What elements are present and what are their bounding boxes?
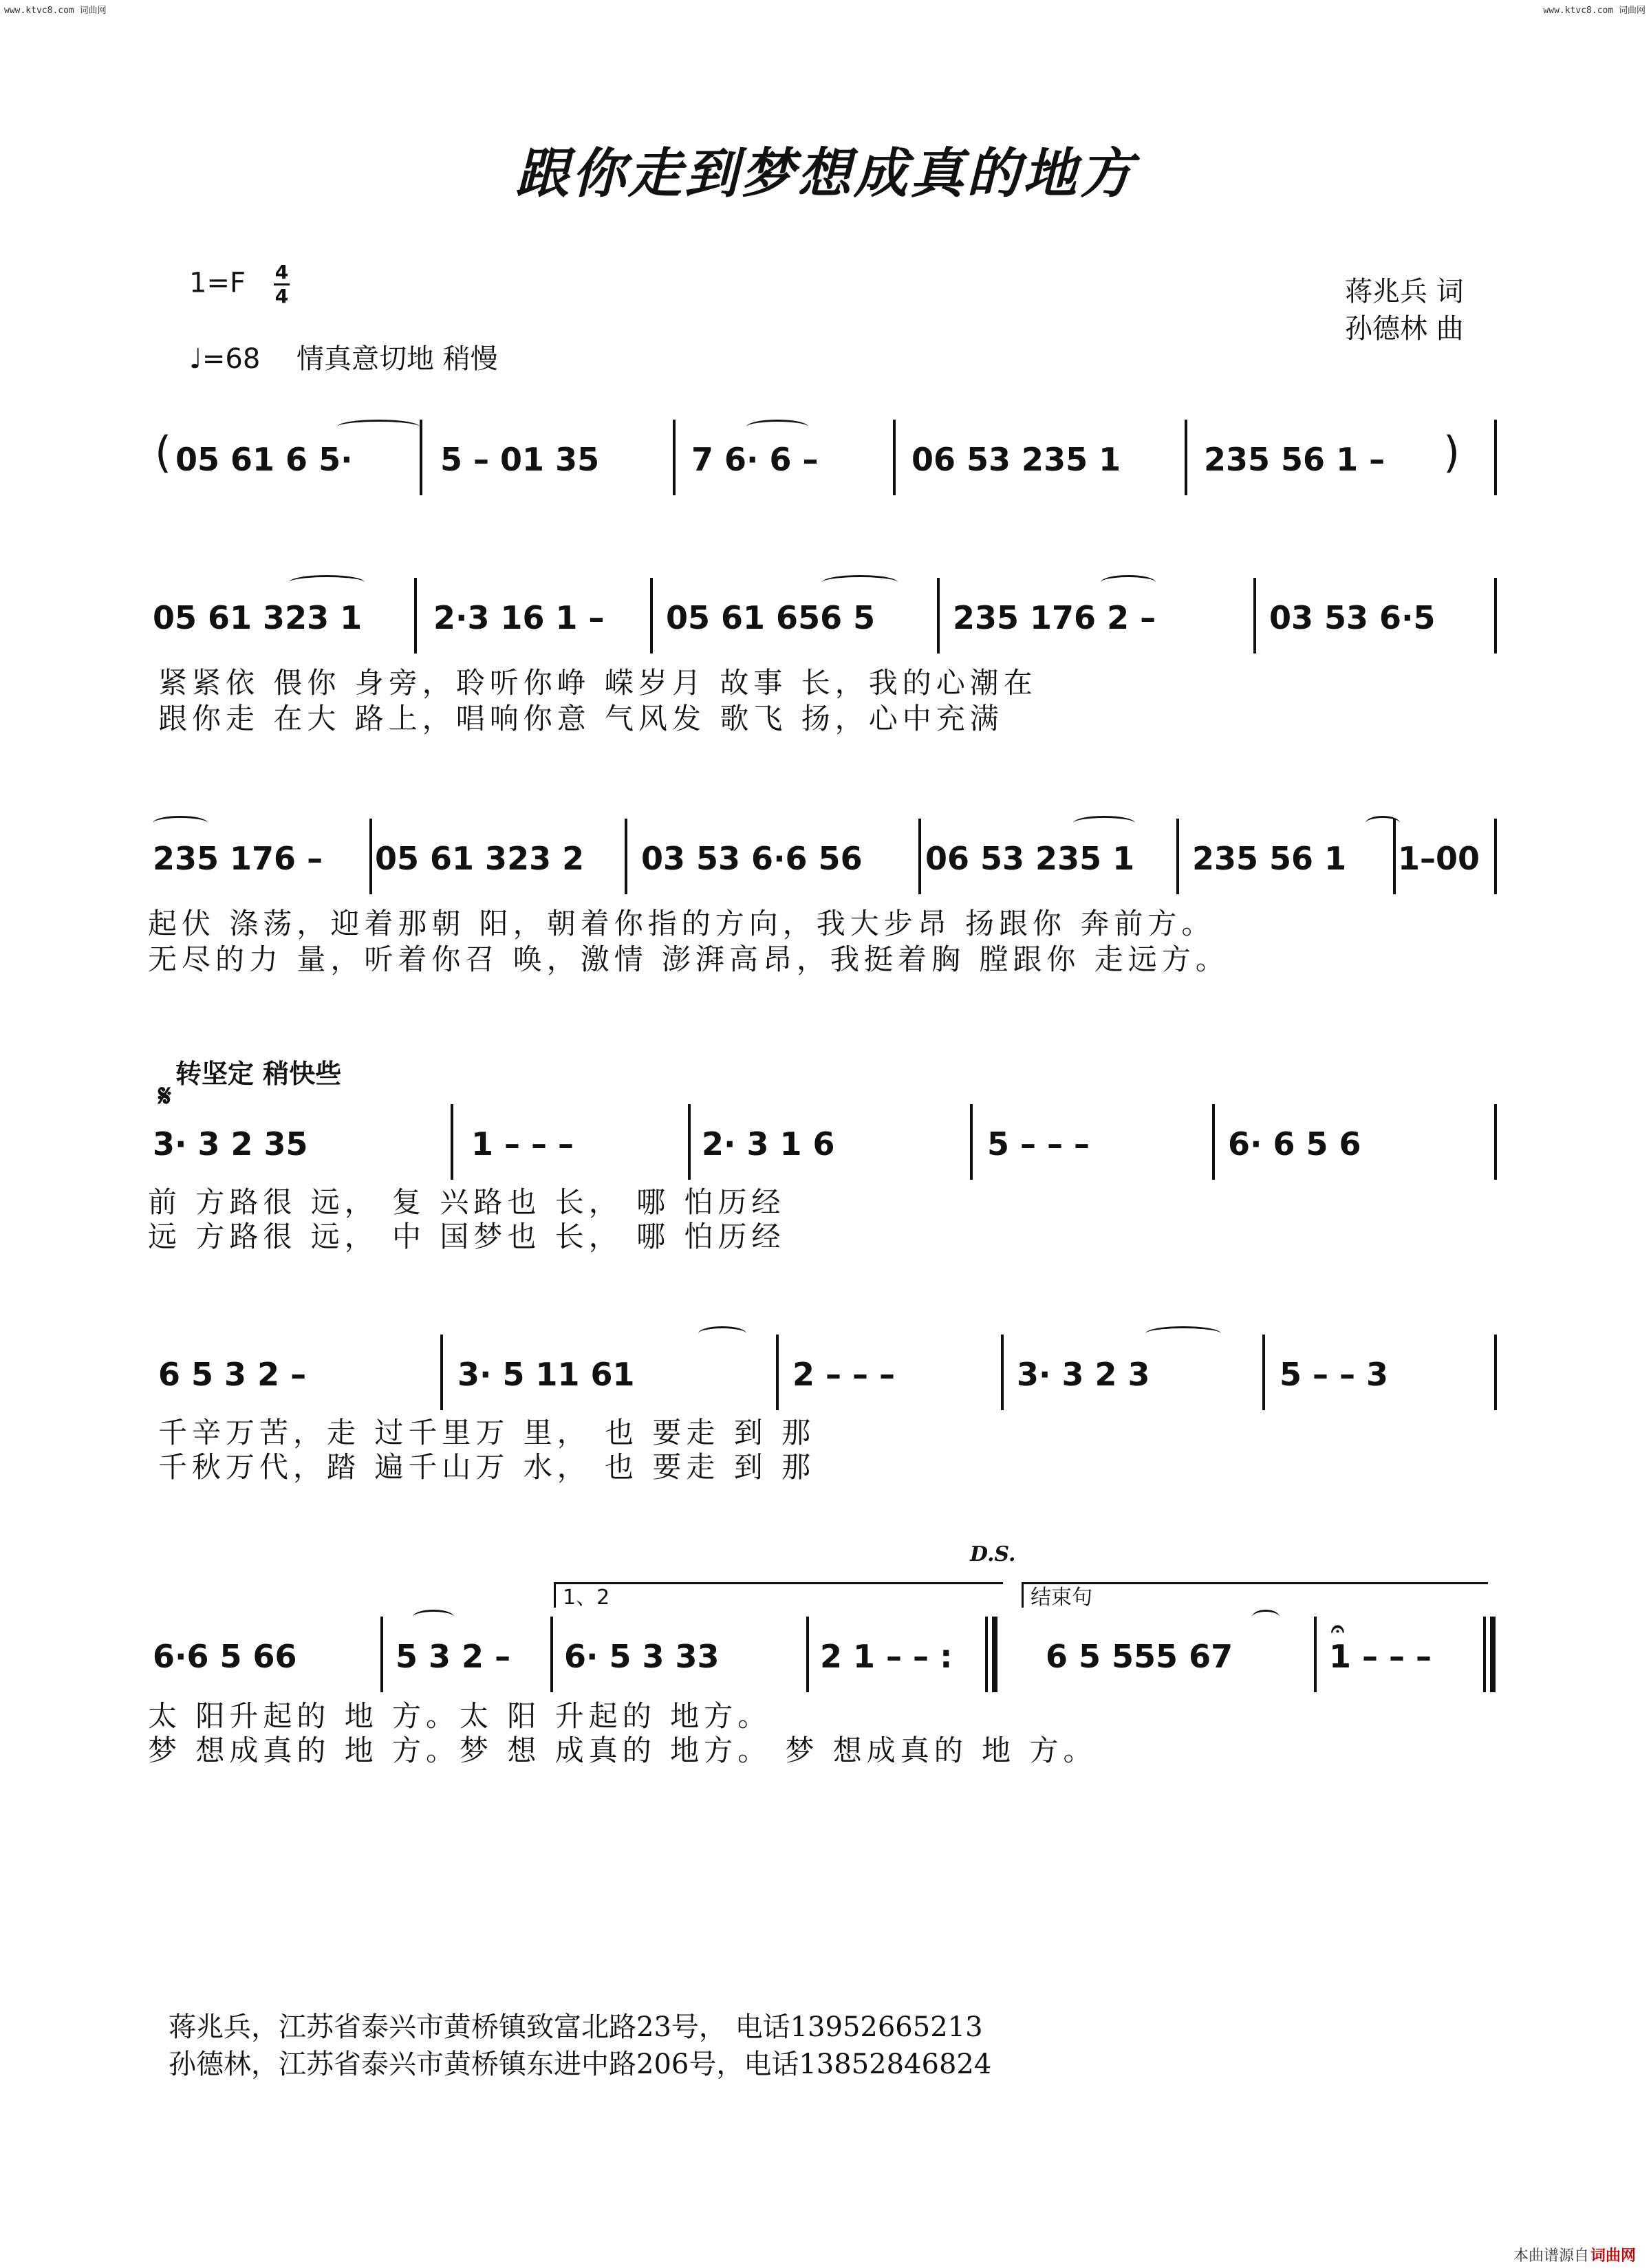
barline xyxy=(420,420,422,495)
dal-segno-mark: D.S. xyxy=(970,1542,1016,1566)
notes-row xyxy=(0,1335,1651,1410)
song-title: 跟你走到梦想成真的地方 xyxy=(515,142,1136,205)
lyric-verse-2: 跟你走 在大 路上，唱响你意 气风发 歌飞 扬，心中充满 xyxy=(158,702,1004,735)
contact-lyricist: 蒋兆兵，江苏省泰兴市黄桥镇致富北路23号， 电话13952665213 xyxy=(169,2011,983,2043)
measure: 05 61 323 2 xyxy=(375,840,585,877)
staff-line-4 xyxy=(0,1104,1651,1253)
barline xyxy=(1212,1104,1215,1180)
close-parenthesis: ) xyxy=(1443,427,1460,477)
slur xyxy=(337,420,420,434)
source-brand: 词曲网 xyxy=(1590,2247,1637,2265)
barline xyxy=(776,1335,779,1410)
measure: 03 53 6·5 xyxy=(1269,599,1436,636)
segno-icon: 𝄋 xyxy=(158,1079,171,1114)
lyric-verse-2: 远 方路很 远， 中 国梦也 长， 哪 怕历经 xyxy=(148,1220,786,1253)
volta-bracket-2 xyxy=(1022,1582,1488,1608)
lyric-verse-2: 无尽的力 量，听着你召 唤，激情 澎湃高昂，我挺着胸 膛跟你 走远方。 xyxy=(148,942,1229,976)
barline xyxy=(1483,1617,1486,1692)
time-signature xyxy=(274,261,290,307)
measure: 6· 5 3 33 xyxy=(564,1638,720,1675)
barline xyxy=(1001,1335,1004,1410)
barline xyxy=(673,420,676,495)
notes-row xyxy=(0,1104,1651,1180)
slur xyxy=(822,575,898,590)
measure: 5 – 01 35 xyxy=(440,441,600,478)
lyric-verse-1: 前 方路很 远， 复 兴路也 长， 哪 怕历经 xyxy=(148,1185,786,1219)
measure: 6 5 555 67 xyxy=(1046,1638,1233,1675)
key-signature xyxy=(189,261,290,307)
measure: 5 3 2 – xyxy=(396,1638,511,1675)
measure: 5 – – – xyxy=(987,1125,1090,1163)
barline xyxy=(893,420,896,495)
staff-line-2 xyxy=(0,578,1651,735)
measure: 05 61 656 5 xyxy=(666,599,876,636)
measure: 7 6· 6 – xyxy=(691,441,819,478)
measure: 05 61 323 1 xyxy=(153,599,363,636)
site-watermark-left: www.ktvc8.com 词曲网 xyxy=(4,6,107,16)
slur xyxy=(1101,575,1156,590)
slur xyxy=(1073,816,1135,830)
measure: 3· 3 2 3 xyxy=(1017,1356,1150,1393)
measure: 6 5 3 2 – xyxy=(158,1356,307,1393)
lyric-verse-1: 起伏 涤荡，迎着那朝 阳，朝着你指的方向，我大步昂 扬跟你 奔前方。 xyxy=(148,907,1216,940)
barline xyxy=(650,578,653,654)
staff-line-6 xyxy=(0,1615,1651,1767)
barline xyxy=(688,1104,691,1180)
barline xyxy=(1185,420,1187,495)
measure: 5 – – 3 xyxy=(1280,1356,1389,1393)
time-numerator: 4 xyxy=(274,261,290,285)
slur xyxy=(1252,1610,1280,1624)
measure: 2·3 16 1 – xyxy=(433,599,605,636)
measure: 06 53 235 1 xyxy=(911,441,1121,478)
barline xyxy=(1494,1104,1497,1180)
slur xyxy=(1145,1326,1221,1341)
measure: 1–00 xyxy=(1398,840,1480,877)
tempo-mark: ♩=68 xyxy=(189,343,261,375)
slur xyxy=(413,1610,454,1624)
staff-line-3 xyxy=(0,819,1651,976)
slur xyxy=(746,420,808,434)
slur xyxy=(1366,816,1400,830)
barline xyxy=(1494,1335,1497,1410)
notes-row xyxy=(0,819,1651,894)
lyric-verse-1: 太 阳升起的 地 方。太 阳 升起的 地方。 xyxy=(148,1699,772,1733)
source-label: 本曲谱源自 xyxy=(1513,2247,1590,2265)
barline xyxy=(1314,1617,1317,1692)
fermata-icon: 𝄐 xyxy=(1331,1615,1344,1643)
staff-line-1 xyxy=(0,420,1651,502)
barline xyxy=(550,1617,553,1692)
measure: 235 176 – xyxy=(153,840,323,877)
expression-mark: 情真意切地 稍慢 xyxy=(296,343,498,375)
measure: 1 – – – xyxy=(471,1125,574,1163)
lyric-verse-2: 梦 想成真的 地 方。梦 想 成真的 地方。 梦 想成真的 地 方。 xyxy=(148,1734,1097,1767)
measure: 6· 6 5 6 xyxy=(1228,1125,1361,1163)
measure: 1 – – – xyxy=(1329,1638,1432,1675)
composer-credit: 孙德林 曲 xyxy=(1345,313,1464,345)
repeat-barline xyxy=(992,1617,997,1692)
slur xyxy=(153,816,208,830)
measure: 235 176 2 – xyxy=(953,599,1156,636)
barline xyxy=(1262,1335,1265,1410)
measure: 235 56 1 xyxy=(1192,840,1347,877)
key-label: 1=F xyxy=(189,267,246,299)
measure: 235 56 1 – xyxy=(1204,441,1385,478)
measure: 05 61 6 5· xyxy=(175,441,353,478)
barline xyxy=(970,1104,973,1180)
contact-composer: 孙德林，江苏省泰兴市黄桥镇东进中路206号，电话13852846824 xyxy=(169,2049,992,2080)
measure: 2· 3 1 6 xyxy=(702,1125,835,1163)
staff-line-5 xyxy=(0,1335,1651,1484)
barline xyxy=(1494,819,1497,894)
barline xyxy=(985,1617,988,1692)
slur xyxy=(289,575,365,590)
barline xyxy=(1494,578,1497,654)
tempo-line xyxy=(189,337,498,376)
lyricist-credit: 蒋兆兵 词 xyxy=(1345,276,1464,307)
barline xyxy=(1494,420,1497,495)
barline xyxy=(380,1617,383,1692)
tempo-change-mark: 转坚定 稍快些 xyxy=(175,1059,342,1089)
barline xyxy=(414,578,417,654)
barline xyxy=(1176,819,1179,894)
barline xyxy=(625,819,627,894)
volta-2-label: 结束句 xyxy=(1030,1586,1092,1610)
open-parenthesis: ( xyxy=(155,427,172,477)
barline xyxy=(918,819,921,894)
measure: 06 53 235 1 xyxy=(925,840,1135,877)
lyric-verse-2: 千秋万代，踏 遍千山万 水， 也 要走 到 那 xyxy=(158,1450,816,1484)
lyric-verse-1: 紧紧依 偎你 身旁，聆听你峥 嵘岁月 故事 长，我的心潮在 xyxy=(158,666,1037,700)
volta-bracket-1 xyxy=(554,1582,1003,1608)
barline xyxy=(1253,578,1256,654)
barline xyxy=(369,819,372,894)
measure: 2 – – – xyxy=(792,1356,896,1393)
slur xyxy=(698,1326,746,1341)
lyric-verse-1: 千辛万苦，走 过千里万 里， 也 要走 到 那 xyxy=(158,1416,816,1449)
final-barline xyxy=(1490,1617,1496,1692)
barline xyxy=(806,1617,809,1692)
measure: 2 1 – – : xyxy=(820,1638,953,1675)
measure: 6·6 5 66 xyxy=(153,1638,297,1675)
measure: 3· 5 11 61 xyxy=(457,1356,635,1393)
barline xyxy=(440,1335,443,1410)
measure: 3· 3 2 35 xyxy=(153,1125,308,1163)
notes-row xyxy=(0,420,1651,495)
notes-row xyxy=(0,1617,1651,1692)
barline xyxy=(937,578,940,654)
time-denominator: 4 xyxy=(274,285,289,307)
site-watermark-right: www.ktvc8.com 词曲网 xyxy=(1543,6,1645,16)
volta-1-label: 1、2 xyxy=(563,1586,610,1610)
barline xyxy=(451,1104,453,1180)
measure: 03 53 6·6 56 xyxy=(641,840,863,877)
